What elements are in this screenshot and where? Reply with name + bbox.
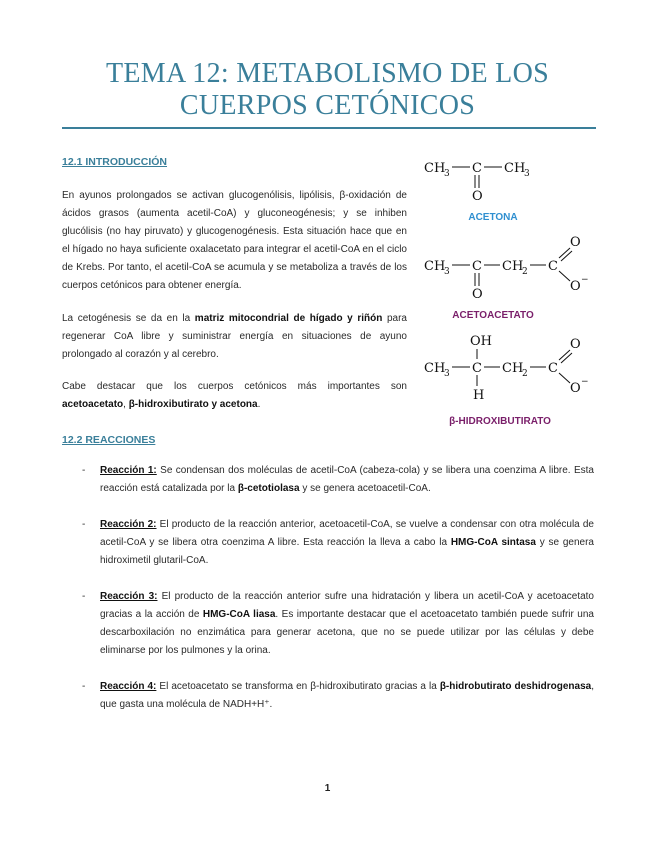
svg-text:O: O [472, 189, 483, 204]
intro-paragraph-3: Cabe destacar que los cuerpos cetónicos más importantes son acetoacetato, β-hidroxibutirato y acetona. [62, 381, 407, 410]
hidroxibutirato-structure [424, 334, 589, 403]
list-item-reaccion-1: - Reacción 1: Se condensan dos moléculas de acetil-CoA (cabeza-cola) y se libera una coenzima A libre. Esta reacción está catalizada por la β-cetotiolasa y se genera acetoacetil-CoA. [82, 465, 594, 494]
list-item-reaccion-4: - Reacción 4: El acetoacetato se transforma en β-hidroxibutirato gracias a la β-hidrobutirato deshidrogenasa, que gasta una molécula de NADH+H⁺. [82, 681, 594, 710]
svg-text:2: 2 [522, 369, 528, 379]
svg-text:3: 3 [444, 169, 450, 179]
svg-text:CH: CH [504, 161, 526, 176]
svg-text:CH: CH [502, 259, 524, 274]
svg-text:CH: CH [502, 361, 524, 376]
svg-text:C: C [548, 361, 558, 376]
svg-text:3: 3 [444, 369, 450, 379]
svg-text:O: O [472, 287, 483, 302]
intro-paragraph-2: La cetogénesis se da en la matriz mitocondrial de hígado y riñón para regenerar CoA libre y suministrar energía en situaciones de ayuno prolongado al corazón y al cerebro. [62, 313, 407, 360]
svg-text:C: C [548, 259, 558, 274]
title-divider [62, 127, 596, 129]
title-line-2: CUERPOS CETÓNICOS [179, 90, 476, 121]
svg-text:O: O [570, 235, 581, 250]
svg-text:O: O [570, 337, 581, 352]
bold-text: β-hidroxibutirato y acetona [128, 399, 258, 410]
svg-text:CH: CH [424, 259, 446, 274]
bold-text: matriz mitocondrial de hígado y riñón [194, 313, 383, 324]
svg-text:−: − [581, 275, 589, 285]
page-number: 1 [324, 783, 331, 794]
list-item-reaccion-2: - Reacción 2: El producto de la reacción anterior, acetoacetil-CoA, se vuelve a condensar con otra molécula de acetil-CoA y se libera otra coenzima A libre. Esta reacción la lleva a cabo la HMG-CoA sintasa y se genera hidroximetil glutaril-CoA. [82, 519, 594, 566]
svg-text:2: 2 [522, 267, 528, 277]
page-title [0, 58, 655, 122]
acetona-label: ACETONA [468, 212, 518, 223]
section-heading-reacciones: 12.2 REACCIONES [62, 434, 156, 446]
acetoacetato-label: ACETOACETATO [452, 310, 534, 321]
svg-text:3: 3 [444, 267, 450, 277]
acetoacetato-structure [424, 235, 589, 302]
svg-text:3: 3 [524, 169, 530, 179]
svg-text:CH: CH [424, 161, 446, 176]
molecule-structures [420, 148, 600, 438]
svg-text:C: C [472, 259, 482, 274]
svg-text:H: H [473, 388, 485, 403]
hidroxibutirato-label: β-HIDROXIBUTIRATO [449, 416, 551, 427]
svg-text:O: O [570, 381, 581, 396]
section-heading-introduccion: 12.1 INTRODUCCIÓN [62, 156, 168, 168]
svg-text:−: − [581, 377, 589, 387]
chemical-structures-drawing [420, 148, 600, 438]
list-item-reaccion-3: - Reacción 3: El producto de la reacción anterior sufre una hidratación y libera un acetil-CoA y acetoacetato gracias a la acción de HMG-CoA liasa. Es importante destacar que el acetoacetato también puede sufrir una descarboxilación no enzimática para generar acetona, que no se puede utilizar por las células y debe eliminarse por los pulmones y la orina. [82, 591, 594, 656]
svg-text:O: O [570, 279, 581, 294]
reactions-list [82, 462, 594, 732]
svg-text:C: C [472, 161, 482, 176]
svg-text:OH: OH [470, 334, 492, 349]
acetona-structure [424, 161, 530, 204]
svg-text:CH: CH [424, 361, 446, 376]
intro-paragraph-1: En ayunos prolongados se activan glucogenólisis, lipólisis, β-oxidación de ácidos grasos (aumenta acetil-CoA) y gluconeogénesis; y se inhiben glucólisis (no hay piruvato) y glucogenogénesis. Esta situación hace que en el hígado no haya suficiente oxalacetato para integrar el acetil-CoA en el ciclo de Krebs. Por tanto, el acetil-CoA se acumula y se metaboliza a través de los cuerpos cetónicos para obtener energía. [62, 190, 407, 291]
svg-text:C: C [472, 361, 482, 376]
bold-text: acetoacetato [62, 399, 124, 410]
title-line-1: TEMA 12: METABOLISMO DE LOS [106, 58, 549, 89]
